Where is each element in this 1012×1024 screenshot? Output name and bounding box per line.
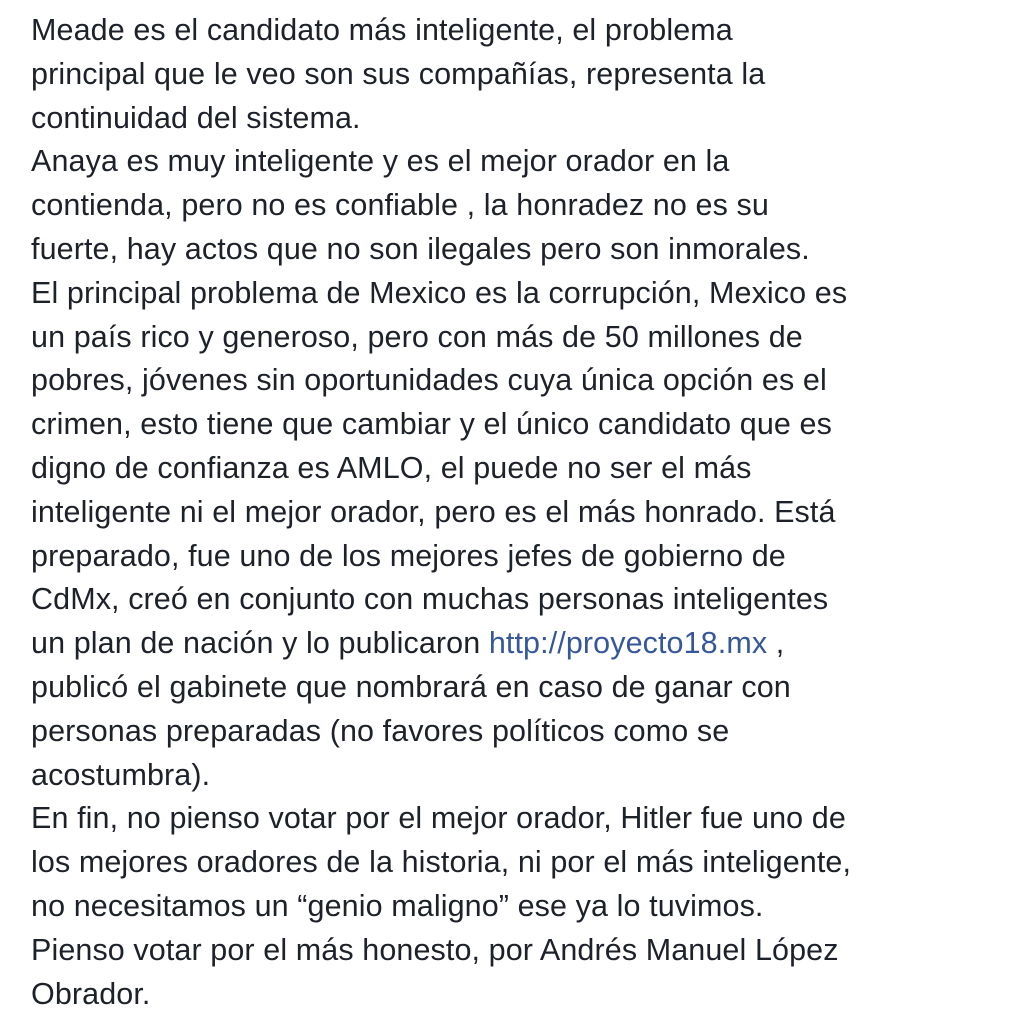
paragraph-meade xyxy=(31,9,991,140)
paragraph-amlo xyxy=(31,272,991,798)
text-line: contienda, pero no es confiable , la honradez no es su xyxy=(31,188,769,223)
text-line: crimen, esto tiene que cambiar y el único candidato que es xyxy=(31,407,832,442)
paragraph-anaya xyxy=(31,140,991,271)
paragraph-conclusion xyxy=(31,797,991,1016)
text-line: En fin, no pienso votar por el mejor orador, Hitler fue uno de xyxy=(31,801,846,836)
text-line: Meade es el candidato más inteligente, el problema xyxy=(31,13,733,47)
text-line: acostumbra). xyxy=(31,757,211,792)
post-text xyxy=(31,9,991,1016)
text-line: Pienso votar por el más honesto, por Andrés Manuel López xyxy=(31,932,839,967)
text-line: no necesitamos un “genio maligno” ese ya lo tuvimos. xyxy=(31,888,764,923)
text-line: continuidad del sistema. xyxy=(31,100,361,135)
text-line: principal que le veo son sus compañías, representa la xyxy=(31,56,766,91)
text-line: personas preparadas (no favores políticos como se xyxy=(31,713,730,748)
text-line: pobres, jóvenes sin oportunidades cuya única opción es el xyxy=(31,363,827,398)
text-line: preparado, fue uno de los mejores jefes de gobierno de xyxy=(31,538,786,573)
text-line: CdMx, creó en conjunto con muchas personas inteligentes xyxy=(31,582,829,617)
link-suffix-text: , xyxy=(767,626,785,661)
text-line-with-link xyxy=(31,622,991,666)
text-line: Obrador. xyxy=(31,976,151,1011)
text-line: inteligente ni el mejor orador, pero es el más honrado. Está xyxy=(31,494,836,529)
text-line: Anaya es muy inteligente y es el mejor orador en la xyxy=(31,144,730,179)
text-line: un país rico y generoso, pero con más de 50 millones de xyxy=(31,319,803,354)
link-prefix-text: un plan de nación y lo publicaron xyxy=(31,626,489,661)
text-line: El principal problema de Mexico es la corrupción, Mexico es xyxy=(31,275,848,310)
text-line: publicó el gabinete que nombrará en caso de ganar con xyxy=(31,669,791,704)
text-line: fuerte, hay actos que no son ilegales pero son inmorales. xyxy=(31,231,810,266)
text-line: los mejores oradores de la historia, ni por el más inteligente, xyxy=(31,845,852,880)
text-line: digno de confianza es AMLO, el puede no ser el más xyxy=(31,450,752,485)
proyecto18-link[interactable]: http://proyecto18.mx xyxy=(488,626,768,661)
